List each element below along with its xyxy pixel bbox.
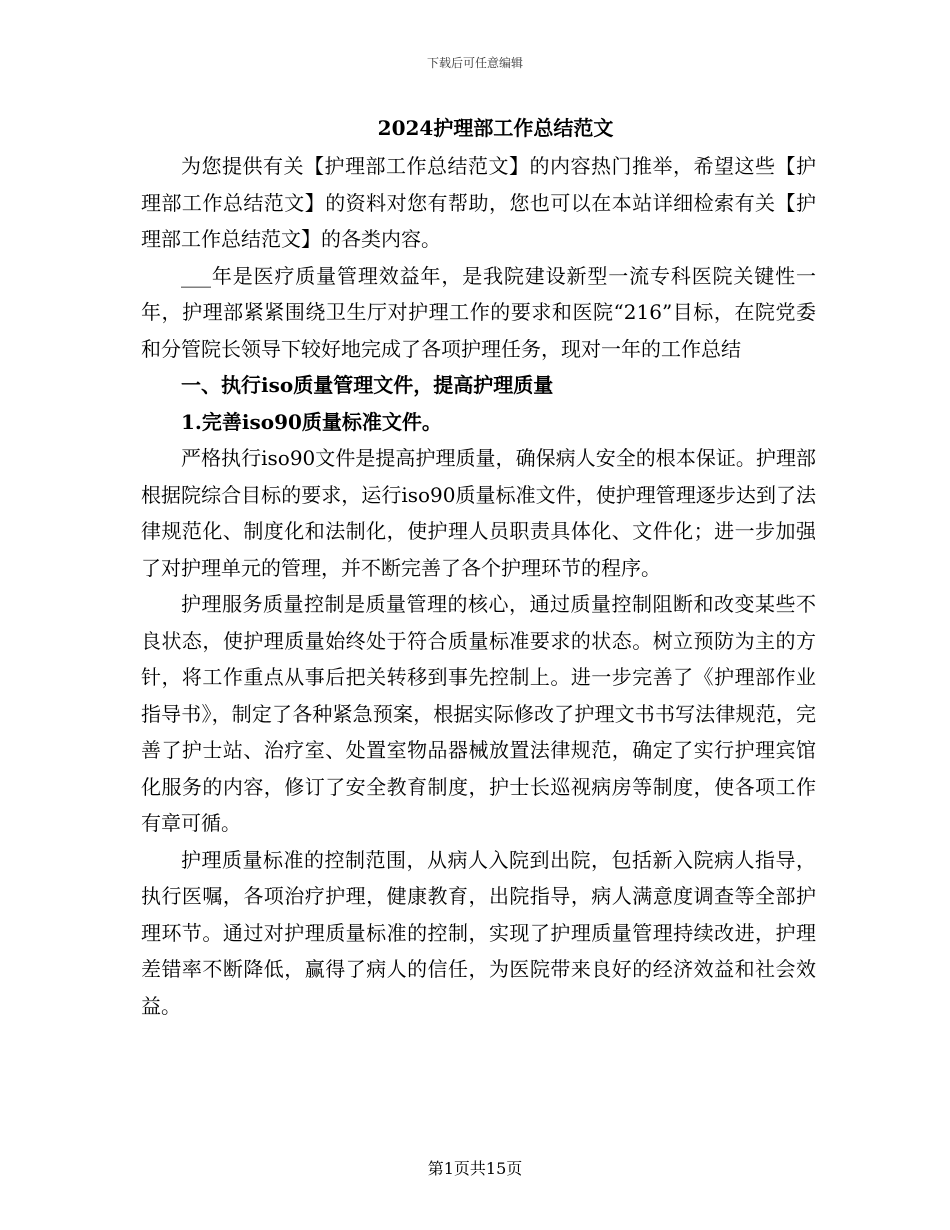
- page-indicator: 第1页共15页: [427, 1159, 523, 1178]
- paragraph-4: 护理质量标准的控制范围，从病人入院到出院，包括新入院病人指导，执行医嘱，各项治疗护理，健康教育，出院指导，病人满意度调查等全部护理环节。通过对护理质量标准的控制，实现了护理质量管理持续改进，护理差错率不断降低，赢得了病人的信任，为医院带来良好的经济效益和社会效益。: [141, 847, 816, 1018]
- paragraph-1: ___年是医疗质量管理效益年，是我院建设新型一流专科医院关键性一年，护理部紧紧围绕卫生厅对护理工作的要求和医院“216”目标，在院党委和分管院长领导下较好地完成了各项护理任务，现对一年的工作总结: [141, 263, 816, 361]
- intro-paragraph: 为您提供有关【护理部工作总结范文】的内容热门推举，希望这些【护理部工作总结范文】的资料对您有帮助，您也可以在本站详细检索有关【护理部工作总结范文】的各类内容。: [141, 154, 816, 251]
- subsection-heading-1: 1.完善iso90质量标准文件。: [181, 409, 442, 434]
- paragraph-3: 护理服务质量控制是质量管理的核心，通过质量控制阻断和改变某些不良状态，使护理质量始终处于符合质量标准要求的状态。树立预防为主的方针，将工作重点从事后把关转移到事先控制上。进一步完善了《护理部作业指导书》，制定了各种紧急预案，根据实际修改了护理文书书写法律规范，完善了护士站、治疗室、处置室物品器械放置法律规范，确定了实行护理宾馆化服务的内容，修订了安全教育制度，护士长巡视病房等制度，使各项工作有章可循。: [141, 592, 816, 835]
- header-note: 下载后可任意编辑: [426, 56, 523, 70]
- document-title: 2024护理部工作总结范文: [377, 116, 614, 140]
- document-body: [141, 110, 816, 1024]
- section-heading-1: 一、执行iso质量管理文件，提高护理质量: [181, 373, 554, 397]
- paragraph-2: 严格执行iso90文件是提高护理质量，确保病人安全的根本保证。护理部根据院综合目标的要求，运行iso90质量标准文件，使护理管理逐步达到了法律规范化、制度化和法制化，使护理人员职责具体化、文件化；进一步加强了对护理单元的管理，并不断完善了各个护理环节的程序。: [141, 446, 816, 580]
